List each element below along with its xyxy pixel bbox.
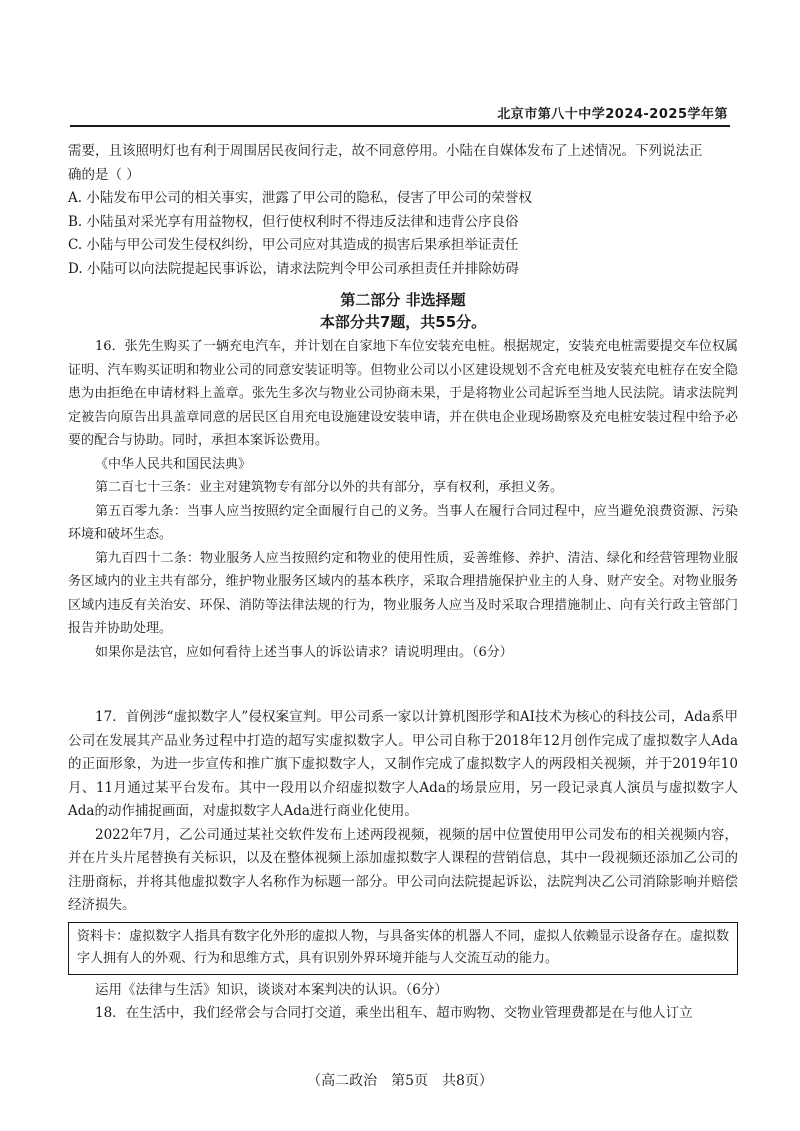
q16-article-273: 第二百七十三条：业主对建筑物专有部分以外的共有部分，享有权利，承担义务。 — [95, 480, 564, 495]
q18-stem: 18．在生活中，我们经常会与合同打交道，乘坐出租车、超市购物、交物业管理费都是在与他人订立 — [95, 1005, 693, 1021]
material-card-text: 资料卡：虚拟数字人指具有数字化外形的虚拟人物，与具备实体的机器人不同，虚拟人依赖显示设备存在。虚拟数字人拥有人的外观、行为和思维方式，具有识别外界环境并能与人交流互动的能力。 — [77, 928, 729, 966]
page-body — [68, 140, 738, 1026]
q17-paragraph-2: 2022年7月，乙公司通过某社交软件发布上述两段视频，视频的居中位置使用甲公司发布的相关视频内容，并在片头片尾替换有关标识，以及在整体视频上添加虚拟数字人课程的营销信息，其中一段视频还添加乙公司的注册商标，并将其他虚拟数字人名称作为标题一部分。甲公司向法院提起诉讼，法院判决乙公司消除影响并赔偿经济损失。 — [68, 826, 738, 913]
q16-law-title: 《中华人民共和国民法典》 — [95, 456, 252, 472]
q17-question: 运用《法律与生活》知识，谈谈对本案判决的认识。（6分） — [95, 981, 448, 998]
q16-question: 如果你是法官，应如何看待上述当事人的诉讼请求？请说明理由。（6分） — [95, 644, 513, 660]
exam-header: 北京市第八十中学2024-2025学年第 — [497, 107, 728, 122]
part2-title: 第二部分 非选择题 — [340, 291, 466, 309]
material-card — [68, 922, 738, 975]
q16-article-509: 第五百零九条：当事人应当按照约定全面履行自己的义务。当事人在履行合同过程中，应当避免浪费资源、污染环境和破坏生态。 — [68, 503, 738, 542]
q16-article-942: 第九百四十二条：物业服务人应当按照约定和物业的使用性质，妥善维修、养护、清洁、绿化和经营管理物业服务区域内的业主共有部分，维护物业服务区域内的基本秩序，采取合理措施保护业主的人身、财产安全。对物业服务区域内违反有关治安、环保、消防等法律法规的行为，物业服务人应当及时采取合理措施制止、向有关行政主管部门报告并协助处理。 — [68, 550, 738, 636]
part2-subtitle: 本部分共7题，共55分。 — [319, 313, 487, 331]
q15-option-c: C. 小陆与甲公司发生侵权纠纷，甲公司应对其造成的损害后果承担举证责任 — [68, 237, 519, 253]
question-17 — [68, 706, 738, 1002]
answer-space — [68, 664, 738, 706]
question-15-continued — [68, 140, 738, 281]
q15-stem-line2: 确的是（ ） — [68, 166, 140, 183]
page-footer: （高二政治 第5页 共8页） — [307, 1073, 493, 1089]
question-18 — [68, 1002, 738, 1026]
q15-option-a: A. 小陆发布甲公司的相关事实，泄露了甲公司的隐私，侵害了甲公司的荣誉权 — [68, 190, 532, 206]
q17-paragraph-1: 17．首例涉“虚拟数字人”侵权案宣判。甲公司系一家以计算机图形学和AI技术为核心的科技公司，Ada系甲公司在发展其产品业务过程中打造的超写实虚拟数字人。甲公司自称于2018年12月创作完成了虚拟数字人Ada的正面形象，为进一步宣传和推广旗下虚拟数字人，又制作完成了虚拟数字人的两段相关视频，并于2019年10月、11月通过某平台发布。其中一段用以介绍虚拟数字人Ada的场景应用，另一段记录真人演员与虚拟数字人Ada的动作捕捉画面，对虚拟数字人Ada进行商业化使用。 — [68, 709, 738, 819]
header-divider — [70, 125, 730, 127]
q16-stem: 16．张先生购买了一辆充电汽车，并计划在自家地下车位安装充电桩。根据规定，安装充电桩需要提交车位权属证明、汽车购买证明和物业公司的同意安装证明等。但物业公司以小区建设规划不含充电桩及安装充电桩存在安全隐患为由拒绝在申请材料上盖章。张先生多次与物业公司协商未果，于是将物业公司起诉至当地人民法院。请求法院判定被告向原告出具盖章同意的居民区自用充电设施建设安装申请，并在供电企业现场勘察及充电桩安装过程中给予必要的配合与协助。同时，承担本案诉讼费用。 — [68, 339, 738, 448]
q15-option-d: D. 小陆可以向法院提起民事诉讼，请求法院判令甲公司承担责任并排除妨碍 — [68, 260, 519, 277]
q15-stem-line1: 需要，且该照明灯也有利于周围居民夜间行走，故不同意停用。小陆在自媒体发布了上述情况。下列说法正 — [68, 143, 703, 159]
question-16 — [68, 335, 738, 664]
q15-option-b: B. 小陆虽对采光享有用益物权，但行使权利时不得违反法律和违背公序良俗 — [68, 213, 519, 230]
